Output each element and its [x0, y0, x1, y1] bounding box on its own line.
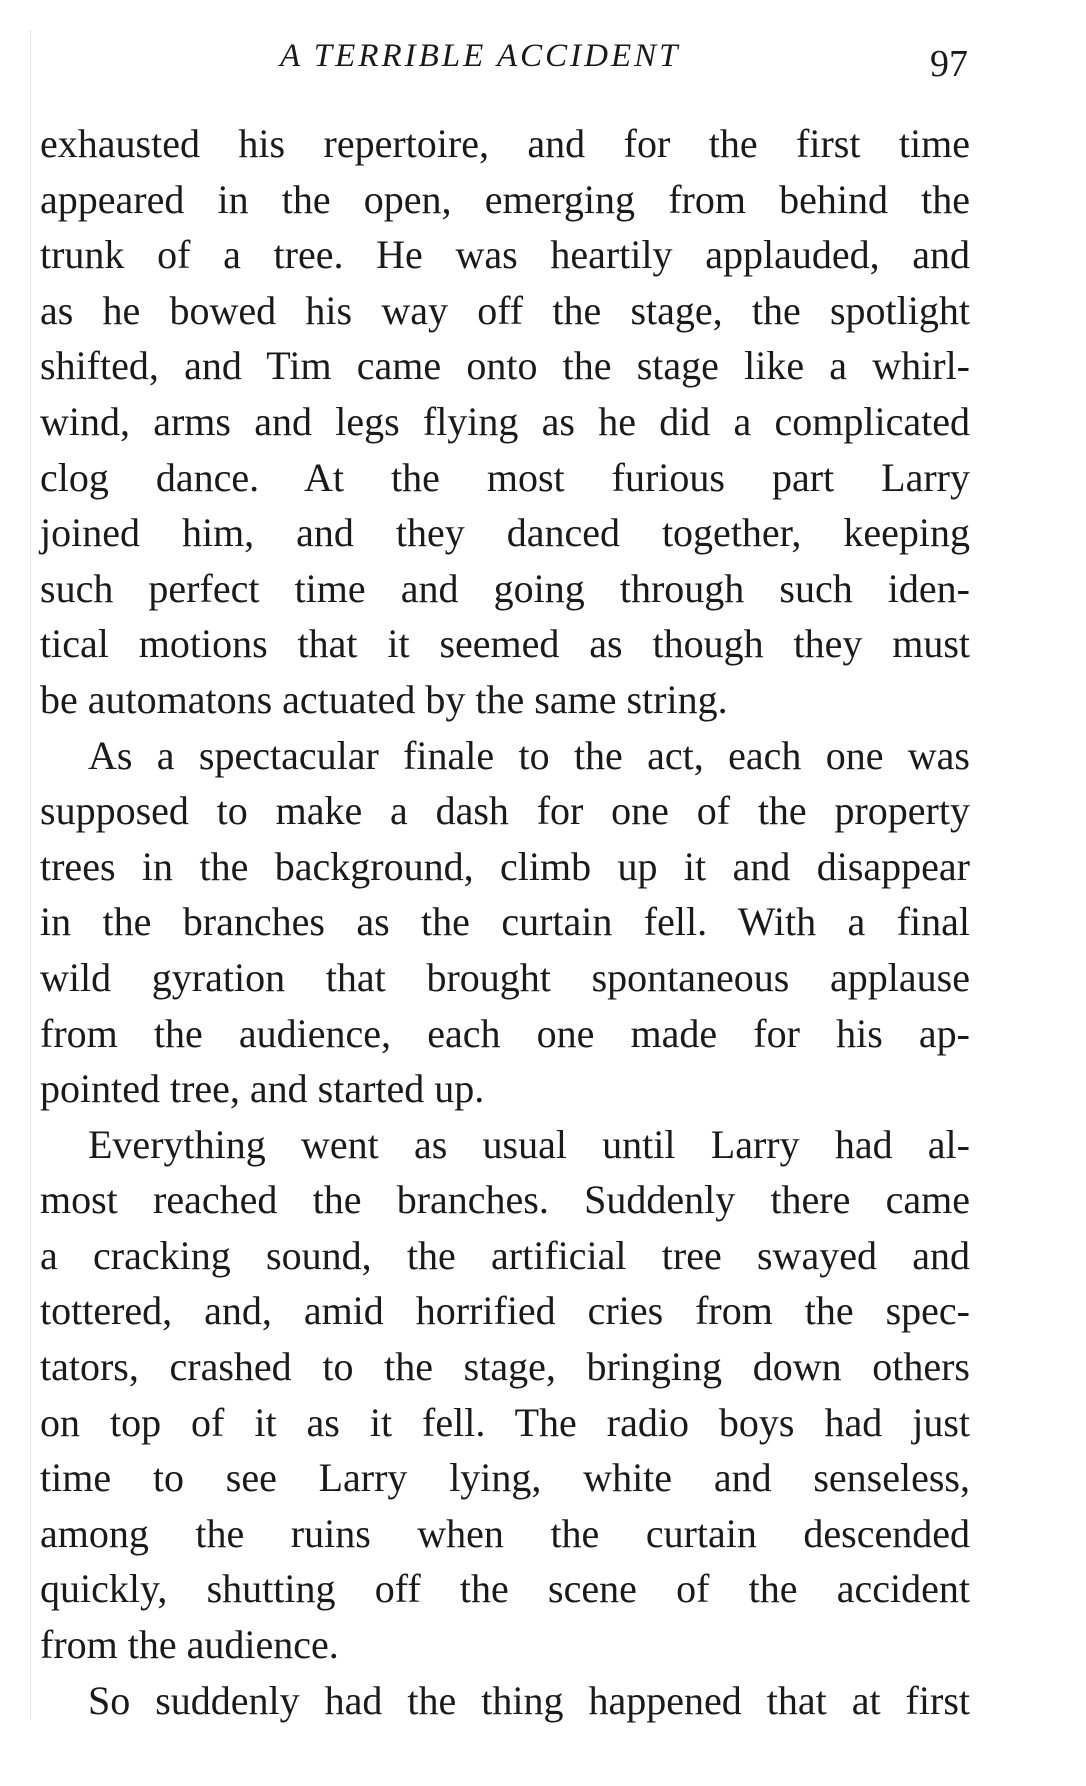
- text-line: So suddenly had the thing happened that at first: [88, 1677, 970, 1723]
- text-line: from the audience.: [40, 1622, 339, 1668]
- text-line: in the branches as the curtain fell. With a final: [40, 899, 970, 945]
- text-line: from the audience, each one made for his ap-: [40, 1010, 970, 1056]
- text-line: joined him, and they danced together, keeping: [40, 510, 970, 556]
- page-gutter-shadow: [30, 30, 31, 1720]
- text-body: [40, 116, 970, 1728]
- text-line: as he bowed his way off the stage, the spotlight: [40, 287, 970, 333]
- text-line: shifted, and Tim came onto the stage like a whirl-: [40, 343, 970, 389]
- text-line: such perfect time and going through such iden-: [40, 565, 970, 611]
- text-line: Everything went as usual until Larry had al-: [88, 1121, 970, 1167]
- text-line: among the ruins when the curtain descended: [40, 1510, 970, 1556]
- text-line: be automatons actuated by the same string.: [40, 676, 728, 722]
- text-line: wild gyration that brought spontaneous applause: [40, 954, 970, 1000]
- text-line: clog dance. At the most furious part Larry: [40, 454, 970, 500]
- text-line: trunk of a tree. He was heartily applauded, and: [40, 232, 970, 278]
- text-line: appeared in the open, emerging from behind the: [40, 176, 970, 222]
- text-line: exhausted his repertoire, and for the first time: [40, 121, 970, 166]
- text-line: tators, crashed to the stage, bringing down others: [40, 1344, 970, 1390]
- page-number: 97: [930, 43, 968, 85]
- text-line: quickly, shutting off the scene of the accident: [40, 1566, 970, 1612]
- text-line: tottered, and, amid horrified cries from the spec-: [40, 1288, 970, 1334]
- text-line: tical motions that it seemed as though they must: [40, 621, 970, 667]
- text-line: pointed tree, and started up.: [40, 1066, 485, 1112]
- paragraph: [40, 116, 970, 728]
- text-line: most reached the branches. Suddenly there came: [40, 1177, 970, 1223]
- text-line: As a spectacular finale to the act, each one was: [88, 732, 970, 778]
- running-title: A TERRIBLE ACCIDENT: [280, 38, 681, 74]
- paragraph: [40, 1117, 970, 1673]
- paragraph: [40, 728, 970, 1117]
- text-line: wind, arms and legs flying as he did a complicated: [40, 398, 970, 444]
- text-line: a cracking sound, the artificial tree swayed and: [40, 1232, 970, 1278]
- running-head: [0, 32, 1086, 92]
- text-line: time to see Larry lying, white and senseless,: [40, 1455, 970, 1501]
- text-line: supposed to make a dash for one of the property: [40, 788, 970, 834]
- paragraph: [40, 1673, 970, 1729]
- text-line: on top of it as it fell. The radio boys had just: [40, 1399, 970, 1445]
- text-line: trees in the background, climb up it and disappear: [40, 843, 970, 889]
